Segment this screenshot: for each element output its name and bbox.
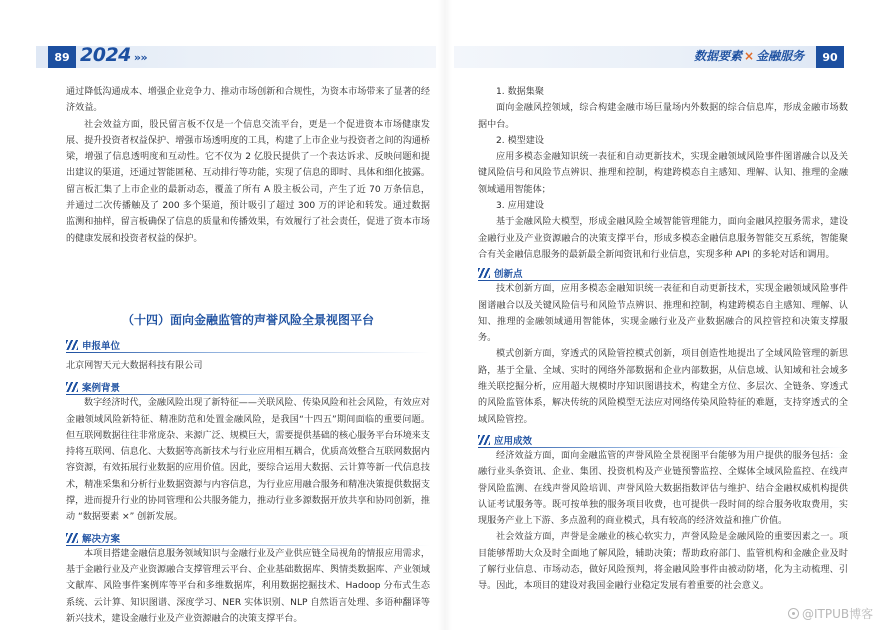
label-innovation-text: 创新点 xyxy=(494,269,523,281)
item-2-title: 2. 模型建设 xyxy=(496,135,544,146)
left-page-number: 89 xyxy=(48,46,76,68)
label-underline xyxy=(478,447,848,448)
innovation-paragraph-2: 模式创新方面，穿透式的风险管控模式创新，项目创造性地提出了全域风险管理的新思路，基于全量、全域、实时的网络外部数据和企业内部数据，从信息域、认知域和社会域多维关联挖掘分析，应用超大规模时序知识图谱技术，构建全方位、多层次、全链条、穿透式的风险监管体系，解决传统的风险模型无法应对网络传染风险特征的难题，支持穿透式的全域风险管控。 xyxy=(478,349,848,425)
watermark xyxy=(788,605,873,622)
innovation-paragraph-1: 技术创新方面，应用多模态金融知识统一表征和自动更新技术，实现金融领域风险事件图谱融合以及关键风险信号和风险节点辨识、推理和控制，构建跨模态自主感知、理解、认知、推理的金融领域通用智能体，实现金融行业及产业数据融合的风控管控和决策支撑服务。 xyxy=(478,284,848,344)
watermark-text: @ITPUB博客 xyxy=(802,607,874,621)
slash-marker-icon xyxy=(66,533,78,543)
label-applicant-text: 申报单位 xyxy=(82,340,121,352)
results-paragraph-1: 经济效益方面，面向金融监管的声誉风险全景视图平台能够为用户提供的服务包括：金融行业头条资讯、企业、集团、投资机构及产业链预警监控、全媒体全域风险监控、在线声誉风险监测、在线声誉风险培训、声誉风险大数据指数评估与维护、结合金融权威机构提供认证考试服务等。既可按单独的服务项目收费，也可提供一段时间的综合服务收取费用，实现服务产业上下游、多点盈利的商业模式，具有较高的经济效益和推广价值。 xyxy=(478,450,848,527)
solution-paragraph: 本项目搭建金融信息服务领域知识与金融行业及产业供应链全局视角的情报应用需求，基于金融行业及产业资源融合支撑管理云平台、企业基础数据库、舆情类数据库、产业领域文献库、风险事件案例库等平台和多维数据库，利用数据挖掘技术、Hadoop 分布式生态系统、云计算、知识图谱、深度学习、NER 实体识别、NLP 自然语言处理、多语种翻译等新兴技术，建设金融行业及产业资源融合的决策支撑平台。 xyxy=(66,548,430,624)
intro-paragraph-1: 通过降低沟通成本、增强企业竞争力、推动市场创新和合规性，为资本市场带来了显著的经济效益。 xyxy=(66,87,430,114)
label-applicant xyxy=(66,337,430,353)
left-page-content xyxy=(66,84,430,627)
year-text: 2024 xyxy=(80,44,131,66)
item-1-title: 1. 数据集聚 xyxy=(496,87,544,97)
item-3-text: 基于金融风险大模型，形成金融风险全域智能管理能力，面向金融风控服务需求，建设金融行业及产业资源融合的决策支撑平台，形成多模态金融信息服务智能交互系统，智能聚合有关金融信息服务的最新最全新闻资讯和行业信息，实现多种 API 的多轮对话和调用。 xyxy=(478,217,848,260)
item-2-text: 应用多模态金融知识统一表征和自动更新技术，实现金融领域风险事件图谱融合以及关键风险信号和风险节点辨识、推理和控制，构建跨模态自主感知、理解、认知、推理的金融领域通用智能体； xyxy=(478,152,848,195)
label-underline xyxy=(66,352,430,353)
right-page-content xyxy=(478,84,848,595)
label-underline xyxy=(66,545,430,546)
applicant-name: 北京网智天元大数据科技有限公司 xyxy=(66,360,203,371)
item-1-text: 面向金融风控领域，综合构建金融市场巨量场内外数据的综合信息库，形成金融市场数据中台。 xyxy=(478,103,848,130)
double-chevron-icon: »» xyxy=(133,51,148,64)
year-logo xyxy=(80,44,147,66)
title-part-1: 数据要素 xyxy=(694,49,743,63)
watermark-logo-icon xyxy=(788,608,799,619)
intro-paragraph-2: 社会效益方面，股民留言板不仅是一个信息交流平台，更是一个促进资本市场健康发展、提升投资者权益保护、增强市场透明度的工具，构建了上市企业与投资者之间的沟通桥梁，增强了信息透明度和互动性。它不仅为 2 亿股民提供了一个表达诉求、反映问题和提出建议的渠道，还通过智能匿秘、互动排行等功能，实现了信息的即时、具体和细化披露。留言板汇集了上市企业的最新动态，覆盖了所有 A 股主板公司，产生了近 70 万条信息，并通过二次传播触及了 200 多个渠道，预计吸引了超过 300 万的评论和转发。通过数据监测和抽样，留言板确保了信息的质量和传播效果，有效履行了社会责任，促进了资本市场的健康发展和投资者权益的保护。 xyxy=(66,119,430,244)
title-separator: × xyxy=(744,49,755,63)
slash-marker-icon xyxy=(66,382,78,392)
label-results xyxy=(478,432,848,448)
spacer xyxy=(66,247,430,311)
label-background-text: 案例背景 xyxy=(82,383,121,395)
results-paragraph-2: 社会效益方面，声誉是金融业的核心软实力，声誉风险是金融风险的重要因素之一。项目能够帮助大众及时全面地了解风险，辅助决策；帮助政府部门、监管机构和金融企业及时了解行业信息、市场动态，做好风险预判，将金融风险事件由被动防堵，化为主动梳理、引导。因此，本项目的建设对我国金融行业稳定发展有着重要的社会意义。 xyxy=(478,532,848,592)
label-underline xyxy=(66,394,430,395)
right-page-number: 90 xyxy=(816,46,844,68)
item-3-title: 3. 应用建设 xyxy=(496,201,544,212)
slash-marker-icon xyxy=(66,340,78,350)
label-solution-text: 解决方案 xyxy=(82,533,121,545)
right-header-title xyxy=(694,47,804,64)
title-part-2: 金融服务 xyxy=(756,49,805,63)
slash-marker-icon xyxy=(478,268,490,278)
section-title: （十四）面向金融监管的声誉风险全景视图平台 xyxy=(121,312,374,327)
spacer xyxy=(66,329,430,337)
label-results-text: 应用成效 xyxy=(494,435,533,447)
slash-marker-icon xyxy=(478,435,490,445)
label-underline xyxy=(478,280,848,281)
label-solution xyxy=(66,530,430,546)
label-innovation xyxy=(478,265,848,281)
label-background xyxy=(66,379,430,395)
background-paragraph: 数字经济时代，金融风险出现了新特征——关联风险、传染风险和社会风险，有效应对金融领域风险新特征、精准防范和处置金融风险，是我国“十四五”期间面临的重要问题。但互联网数据往往非常庞杂、来源广泛、规模巨大，需要提供基础的核心服务平台环境来支持将互联网、信息化、大数据等高新技术与行业应用相互耦合，优质高效整合互联网数据内容资源，有效拓展行业数据的应用价值。因此，要综合运用大数据、云计算等新一代信息技术，精准采集和分析行业数据资源与内容信息，为行业应用融合服务和精准决策提供数据支撑，进而提升行业的协同管理和公共服务能力，推动行业多源数据开放共享和协同创新，推动 “数据要素 ×” 创新发展。 xyxy=(66,398,430,523)
book-gutter xyxy=(438,0,452,630)
